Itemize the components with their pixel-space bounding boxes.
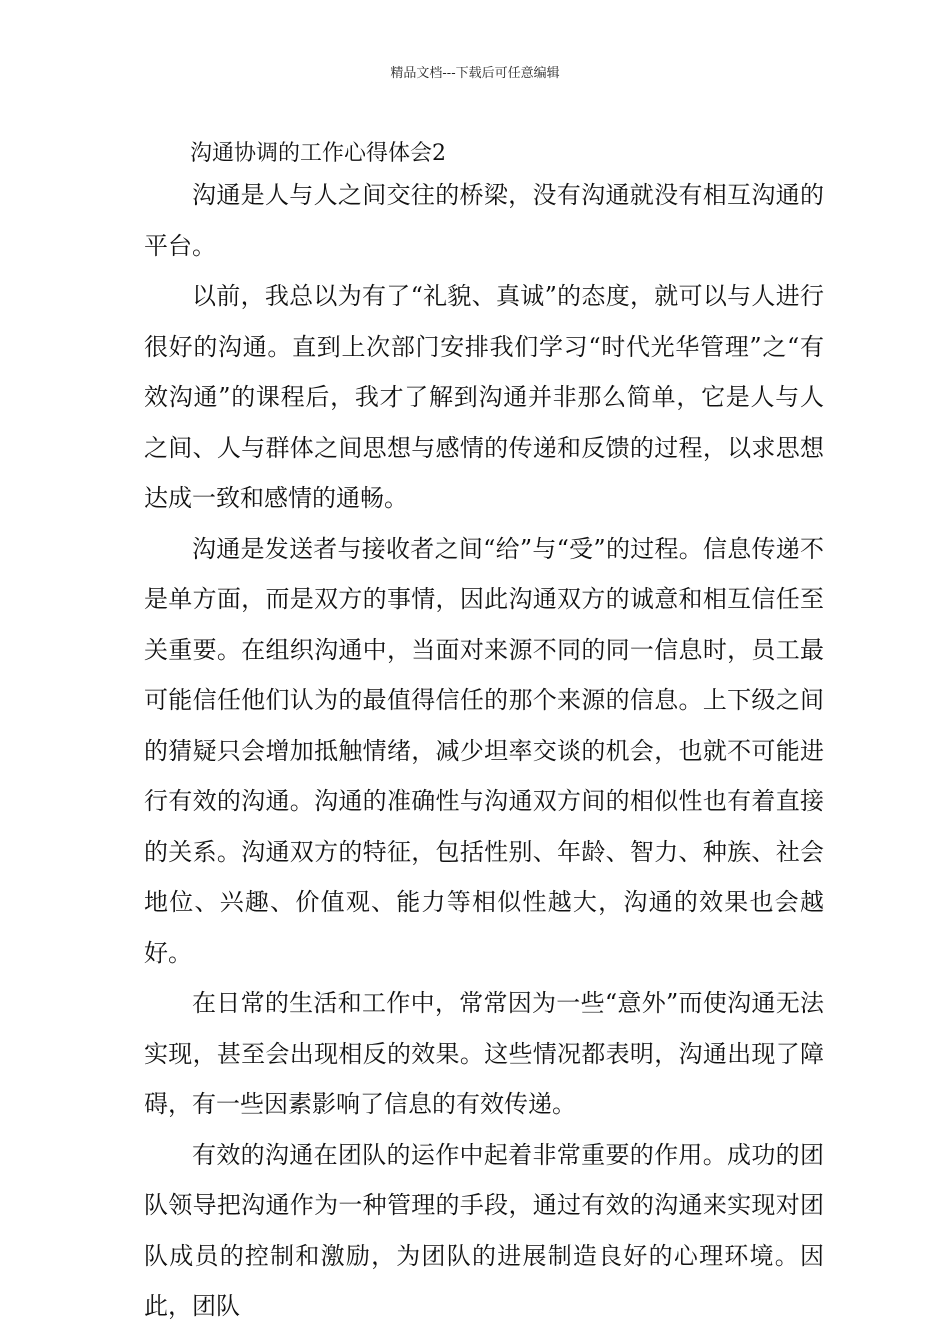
paragraph: 沟通是人与人之间交往的桥梁，没有沟通就没有相互沟通的平台。 xyxy=(144,181,824,260)
paragraph: 有效的沟通在团队的运作中起着非常重要的作用。成功的团队领导把沟通作为一种管理的手段，通过有效的沟通来实现对团队成员的控制和激励，为团队的进展制造良好的心理环境。因此，团队 xyxy=(144,1140,824,1320)
page-header: 精品文档---下载后可任意编辑 xyxy=(390,66,560,81)
document-title: 沟通协调的工作心得体会2 xyxy=(190,141,446,166)
paragraph: 以前，我总以为有了“礼貌、真诚”的态度，就可以与人进行很好的沟通。直到上次部门安排我们学习“时代光华管理”之“有效沟通”的课程后，我才了解到沟通并非那么简单，它是人与人之间、人与群体之间思想与感情的传递和反馈的过程，以求思想达成一致和感情的通畅。 xyxy=(144,282,824,512)
paragraph: 在日常的生活和工作中，常常因为一些“意外”而使沟通无法实现，甚至会出现相反的效果。这些情况都表明，沟通出现了障碍，有一些因素影响了信息的有效传递。 xyxy=(144,989,824,1118)
paragraph: 沟通是发送者与接收者之间“给”与“受”的过程。信息传递不是单方面，而是双方的事情，因此沟通双方的诚意和相互信任至关重要。在组织沟通中，当面对来源不同的同一信息时，员工最可能信任他们认为的最值得信任的那个来源的信息。上下级之间的猜疑只会增加抵触情绪，减少坦率交谈的机会，也就不可能进行有效的沟通。沟通的准确性与沟通双方间的相似性也有着直接的关系。沟通双方的特征，包括性别、年龄、智力、种族、社会地位、兴趣、价值观、能力等相似性越大，沟通的效果也会越好。 xyxy=(144,534,824,967)
document-body xyxy=(144,170,824,1332)
